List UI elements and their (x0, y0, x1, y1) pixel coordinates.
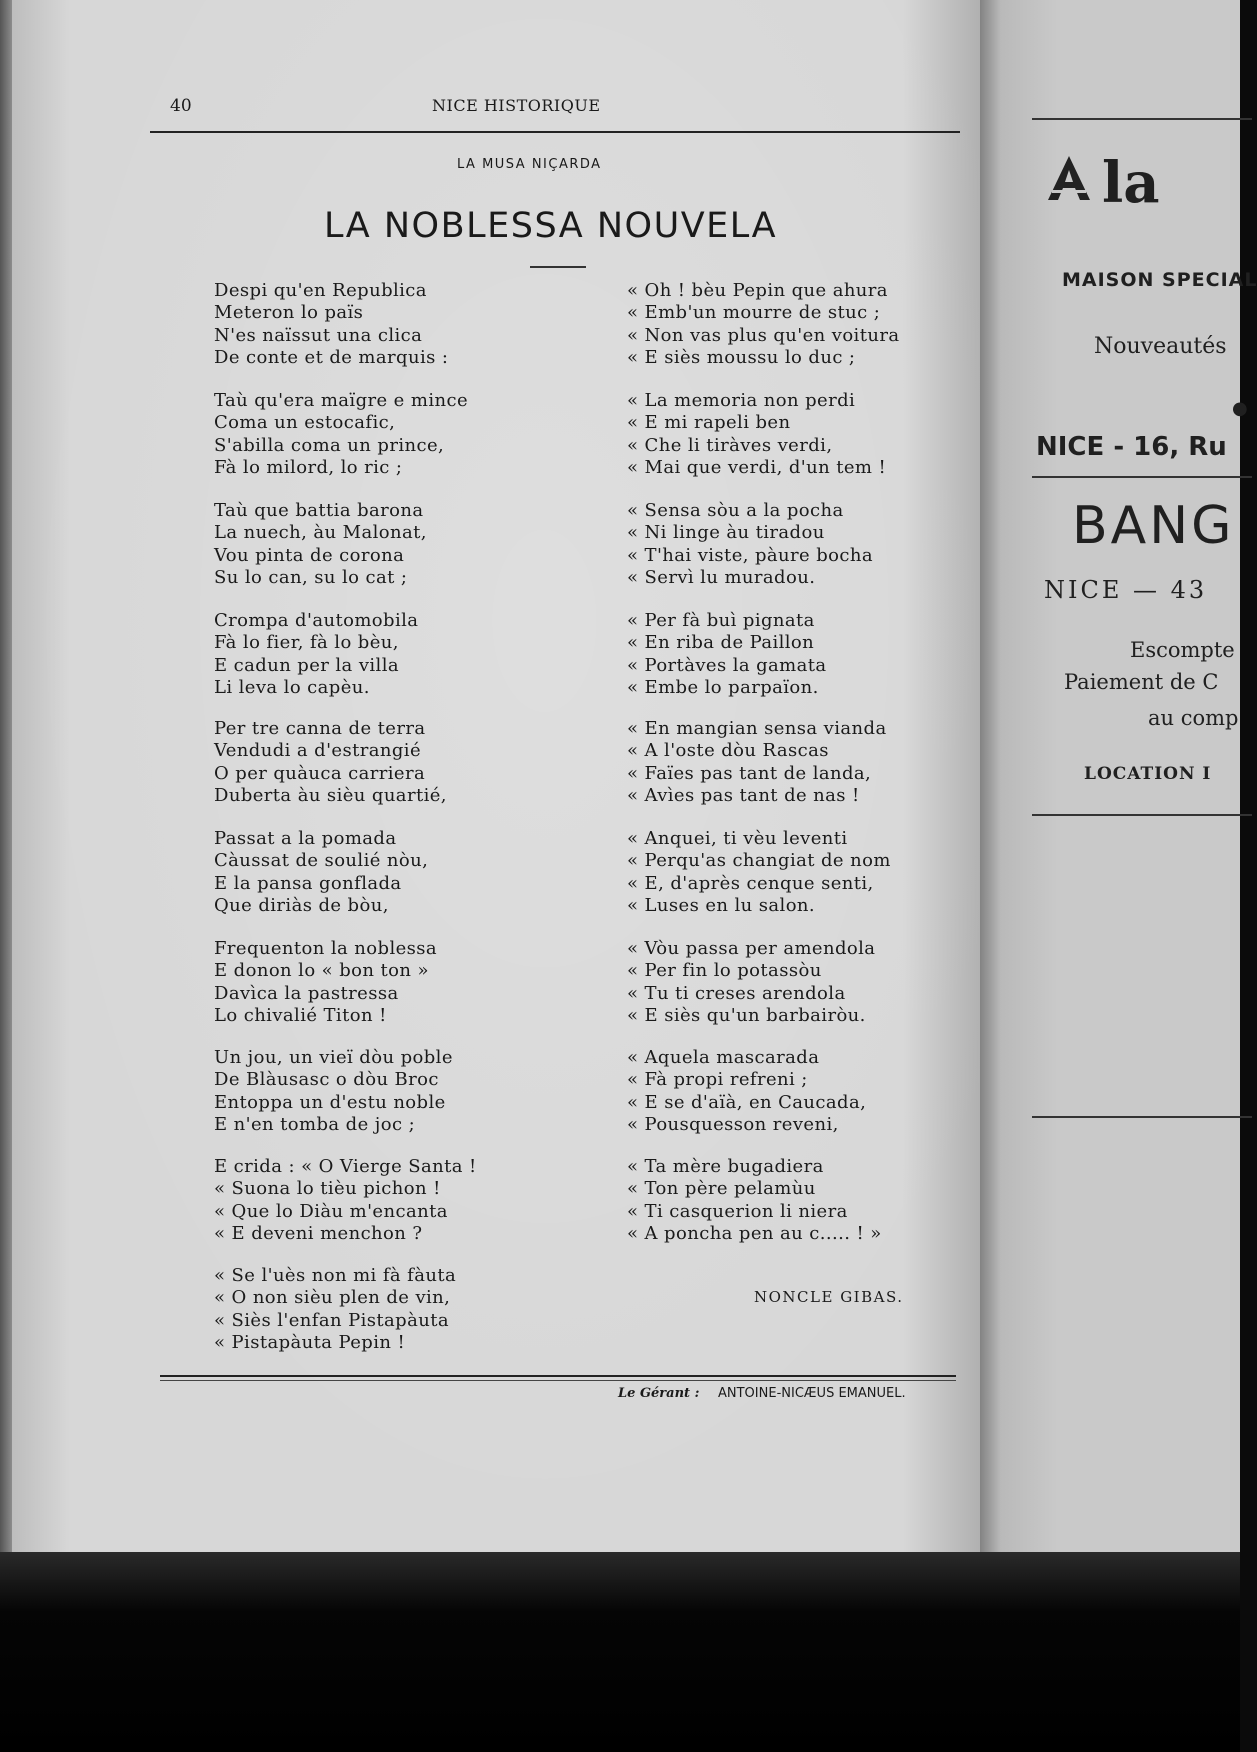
stanza (627, 938, 875, 1028)
verse-line: « Ni linge àu tiradou (627, 522, 825, 544)
verse-line: « La memoria non perdi (627, 390, 856, 411)
verse-line: « Aquela mascarada (627, 1047, 820, 1068)
verse-line: Frequenton la noblessa (214, 938, 438, 959)
gerant-label: Le Gérant : (618, 1386, 700, 1401)
scanner-background (0, 1552, 1240, 1752)
stanza (627, 280, 899, 370)
ad-nouveautes: Nouveautés (1094, 334, 1227, 359)
verse-line: « Pistapàuta Pepin ! (214, 1332, 406, 1354)
verse-line: « En mangian sensa vianda (627, 718, 887, 739)
verse-line: « E siès qu'un barbairòu. (627, 1005, 866, 1027)
verse-line: « E, d'après cenque senti, (627, 872, 874, 894)
ad-compte: au comp (1148, 706, 1239, 730)
verse-line: « Luses en lu salon. (627, 895, 816, 917)
ad-location: LOCATION I (1084, 764, 1212, 784)
verse-line: « Vòu passa per amendola (627, 938, 876, 959)
verse-line: « Se l'uès non mi fà fàuta (214, 1265, 457, 1286)
ad-rule (1032, 476, 1252, 478)
verse-line: Su lo can, su lo cat ; (214, 567, 408, 589)
stanza (214, 718, 447, 808)
header-rule (150, 131, 960, 133)
verse-line: Taù qu'era maïgre e mince (214, 390, 469, 411)
verse-line: « A l'oste dòu Rascas (627, 740, 829, 762)
verse-line: E cadun per la villa (214, 654, 399, 676)
verse-line: Meteron lo païs (214, 302, 364, 324)
verse-line: Entoppa un d'estu noble (214, 1091, 446, 1113)
stanza (627, 1047, 866, 1137)
stanza (214, 500, 427, 590)
verse-line: S'abilla coma un prince, (214, 434, 445, 456)
title-rule (530, 266, 586, 268)
verse-line: « Mai que verdi, d'un tem ! (627, 457, 887, 479)
verse-line: De Blàusasc o dòu Broc (214, 1069, 439, 1091)
verse-line: « E siès moussu lo duc ; (627, 347, 856, 369)
ad-city: NICE — 43 (1044, 576, 1208, 604)
verse-line: « Embe lo parpaïon. (627, 677, 819, 699)
ad-address: NICE - 16, Ru (1036, 432, 1227, 462)
verse-line: La nuech, àu Malonat, (214, 522, 427, 544)
verse-line: « En riba de Paillon (627, 632, 815, 654)
verse-line: Vou pinta de corona (214, 544, 405, 566)
verse-line: Crompa d'automobila (214, 610, 419, 631)
verse-line: Taù que battia barona (214, 500, 424, 521)
verse-line: Per tre canna de terra (214, 718, 426, 739)
verse-line: « A poncha pen au c..... ! » (627, 1223, 882, 1245)
ad-paiement: Paiement de C (1064, 670, 1219, 694)
verse-line: « Servì lu muradou. (627, 567, 816, 589)
stanza (214, 1047, 453, 1137)
verse-line: Despi qu'en Republica (214, 280, 427, 301)
verse-line: « Sensa sòu a la pocha (627, 500, 844, 521)
verse-line: Càussat de soulié nòu, (214, 850, 429, 872)
verse-line: Coma un estocafic, (214, 412, 396, 434)
gerant-name: ANTOINE-NICÆUS EMANUEL. (718, 1386, 906, 1401)
verse-line: « E mi rapeli ben (627, 412, 791, 434)
verse-line: « Non vas plus qu'en voitura (627, 324, 900, 346)
stanza (627, 500, 873, 590)
fleur-emblem-icon (1046, 150, 1092, 216)
verse-line: « Ta mère bugadiera (627, 1156, 824, 1177)
document-page (12, 0, 980, 1552)
verse-line: « Anquei, ti vèu leventi (627, 828, 848, 849)
verse-line: « Avìes pas tant de nas ! (627, 785, 860, 807)
ad-heading (1046, 150, 1160, 216)
ad-rule (1032, 1116, 1252, 1118)
verse-line: « Suona lo tièu pichon ! (214, 1178, 441, 1200)
footer-rule (160, 1375, 956, 1377)
verse-line: N'es naïssut una clica (214, 324, 423, 346)
verse-line: De conte et de marquis : (214, 347, 449, 369)
ad-heading-text: la (1102, 150, 1160, 216)
ad-escompte: Escompte (1130, 638, 1235, 662)
ad-bank: BANG (1072, 496, 1235, 556)
verse-line: « Pousquesson reveni, (627, 1114, 839, 1136)
verse-line: « Siès l'enfan Pistapàuta (214, 1309, 449, 1331)
verse-line: « Che li tiràves verdi, (627, 434, 833, 456)
verse-line: O per quàuca carriera (214, 762, 426, 784)
verse-line: E n'en tomba de joc ; (214, 1114, 416, 1136)
stanza (214, 1265, 456, 1355)
ad-maison: MAISON SPECIAL (1062, 269, 1257, 291)
verse-line: « Faïes pas tant de landa, (627, 762, 872, 784)
verse-line: Duberta àu sièu quartié, (214, 785, 447, 807)
verse-line: « Que lo Diàu m'encanta (214, 1200, 448, 1222)
verse-line: « E deveni menchon ? (214, 1223, 423, 1245)
verse-line: Fà lo fier, fà lo bèu, (214, 632, 399, 654)
verse-line: « O non sièu plen de vin, (214, 1287, 451, 1309)
verse-line: « Ton père pelamùu (627, 1178, 816, 1200)
verse-line: « Portàves la gamata (627, 654, 827, 676)
page-number: 40 (170, 96, 192, 116)
stanza (627, 828, 891, 918)
verse-line: E la pansa gonflada (214, 872, 402, 894)
verse-line: « Perqu'as changiat de nom (627, 850, 891, 872)
stanza (214, 390, 468, 480)
stanza (627, 1156, 882, 1246)
verse-line: « Tu ti creses arendola (627, 982, 846, 1004)
stanza (214, 280, 448, 370)
verse-line: « Per fà buì pignata (627, 610, 815, 631)
verse-line: « Emb'un mourre de stuc ; (627, 302, 881, 324)
verse-line: Davìca la pastressa (214, 982, 399, 1004)
ad-rule (1032, 118, 1252, 120)
running-head: NICE HISTORIQUE (432, 96, 601, 115)
stanza (214, 610, 418, 700)
poem-title: LA NOBLESSA NOUVELA (324, 206, 778, 246)
scanner-edge (0, 0, 12, 1560)
verse-line: « Oh ! bèu Pepin que ahura (627, 280, 888, 301)
section-label: LA MUSA NIÇARDA (457, 157, 602, 172)
stanza (214, 828, 428, 918)
verse-line: Vendudi a d'estrangié (214, 740, 422, 762)
verse-line: E crida : « O Vierge Santa ! (214, 1156, 477, 1177)
stanza (627, 610, 827, 700)
verse-line: « Per fin lo potassòu (627, 960, 822, 982)
verse-line: E donon lo « bon ton » (214, 960, 429, 982)
verse-line: Que diriàs de bòu, (214, 895, 389, 917)
poem-signature: NONCLE GIBAS. (754, 1288, 904, 1306)
verse-line: « T'hai viste, pàure bocha (627, 544, 873, 566)
stanza (214, 1156, 477, 1246)
verse-line: « E se d'aïà, en Caucada, (627, 1091, 867, 1113)
stanza (214, 938, 437, 1028)
stanza (627, 390, 886, 480)
verse-line: Passat a la pomada (214, 828, 397, 849)
ad-bullet-icon: ● (1232, 398, 1248, 419)
verse-line: Fà lo milord, lo ric ; (214, 457, 403, 479)
verse-line: « Ti casquerion li niera (627, 1200, 848, 1222)
stanza (627, 718, 887, 808)
advertisement-page (980, 0, 1257, 1552)
footer-rule-thin (160, 1380, 956, 1381)
verse-line: Li leva lo capèu. (214, 677, 370, 699)
verse-line: Lo chivalié Titon ! (214, 1005, 387, 1027)
ad-rule (1032, 814, 1252, 816)
verse-line: Un jou, un vieï dòu poble (214, 1047, 453, 1068)
verse-line: « Fà propi refreni ; (627, 1069, 808, 1091)
